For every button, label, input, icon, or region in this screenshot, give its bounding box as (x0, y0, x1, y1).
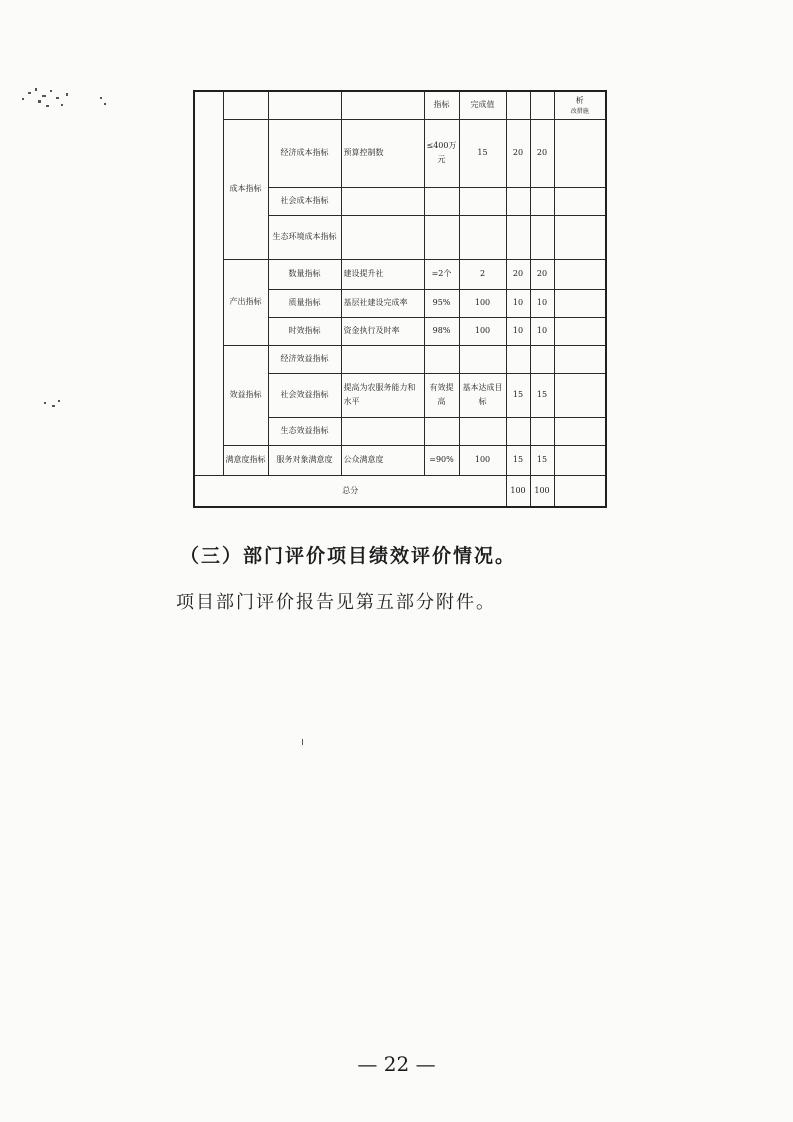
target-value: =90% (424, 445, 459, 475)
page-number: — 22 — (357, 1052, 436, 1076)
header-remarks-bottom: 改措施 (570, 108, 589, 116)
total-label: 总分 (194, 475, 506, 507)
total-score: 100 (530, 475, 554, 507)
target-value: 98% (424, 317, 459, 345)
score-value: 10 (530, 317, 554, 345)
score-value: 10 (530, 289, 554, 317)
section-heading: （三）部门评价项目绩效评价情况。 (180, 545, 517, 567)
actual-value: 100 (459, 445, 506, 475)
target-value: =2个 (424, 259, 459, 289)
sub-indicator: 社会成本指标 (268, 187, 341, 215)
actual-value: 100 (459, 289, 506, 317)
target-value: 95% (424, 289, 459, 317)
category-satisfaction: 满意度指标 (223, 445, 268, 475)
category-output: 产出指标 (223, 259, 268, 345)
sub-indicator: 生态效益指标 (268, 417, 341, 445)
indicator-name: 公众满意度 (341, 445, 424, 475)
weight-value: 15 (506, 445, 530, 475)
table-row (194, 445, 606, 475)
actual-value: 15 (459, 119, 506, 187)
weight-value: 20 (506, 119, 530, 187)
category-cell (223, 91, 268, 119)
weight-value: 15 (506, 373, 530, 417)
indicator-name: 建设提升社 (341, 259, 424, 289)
sub-indicator-cell (268, 91, 341, 119)
table-row (194, 345, 606, 373)
sub-indicator: 经济成本指标 (268, 119, 341, 187)
level1-column-cell (194, 91, 223, 119)
indicator-name: 提高为农服务能力和水平 (341, 373, 424, 417)
target-value: 有效提高 (424, 373, 459, 417)
indicator-name: 预算控制数 (341, 119, 424, 187)
table-row-total (194, 475, 606, 507)
sub-indicator: 数量指标 (268, 259, 341, 289)
actual-value: 100 (459, 317, 506, 345)
header-target: 指标 (424, 91, 459, 119)
header-weight (506, 91, 530, 119)
actual-value: 基本达成目标 (459, 373, 506, 417)
sub-indicator: 经济效益指标 (268, 345, 341, 373)
performance-indicator-table (193, 90, 607, 508)
category-cost: 成本指标 (223, 119, 268, 259)
body-paragraph: 项目部门评价报告见第五部分附件。 (176, 592, 496, 613)
header-actual: 完成值 (459, 91, 506, 119)
sub-indicator: 质量指标 (268, 289, 341, 317)
header-remarks-top: 析 (575, 96, 584, 106)
total-weight: 100 (506, 475, 530, 507)
category-benefit: 效益指标 (223, 345, 268, 445)
weight-value: 20 (506, 259, 530, 289)
header-remarks (554, 91, 606, 119)
target-value: ≤400万元 (424, 119, 459, 187)
sub-indicator: 时效指标 (268, 317, 341, 345)
indicator-name: 基层社建设完成率 (341, 289, 424, 317)
actual-value: 2 (459, 259, 506, 289)
sub-indicator: 生态环境成本指标 (268, 215, 341, 259)
score-value: 20 (530, 259, 554, 289)
weight-value: 10 (506, 289, 530, 317)
header-score (530, 91, 554, 119)
table-row (194, 119, 606, 187)
score-value: 20 (530, 119, 554, 187)
sub-indicator: 服务对象满意度 (268, 445, 341, 475)
sub-indicator: 社会效益指标 (268, 373, 341, 417)
indicator-name: 资金执行及时率 (341, 317, 424, 345)
score-value: 15 (530, 445, 554, 475)
score-value: 15 (530, 373, 554, 417)
weight-value: 10 (506, 317, 530, 345)
indicator-name-cell (341, 91, 424, 119)
table-row (194, 91, 606, 119)
table-row (194, 259, 606, 289)
